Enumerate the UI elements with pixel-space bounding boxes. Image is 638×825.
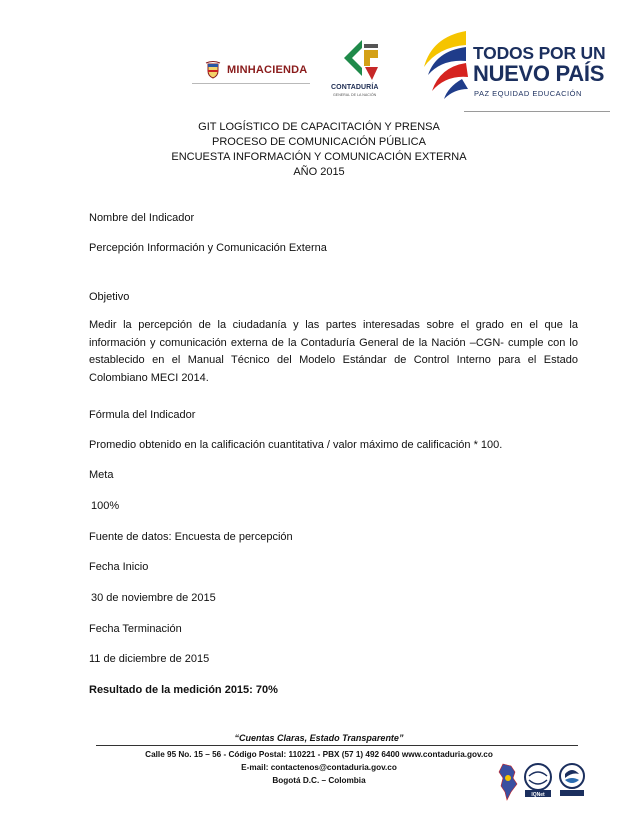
goal-value: 100% [91,500,120,512]
formula-text: Promedio obtenido en la calificación cuantitativa / valor máximo de calificación * 100. [89,439,503,451]
icontec-certification-icon [557,762,587,798]
formula-label: Fórmula del Indicador [89,409,196,421]
start-date-value: 30 de noviembre de 2015 [91,592,216,604]
indicator-label: Nombre del Indicador [89,212,195,224]
minhacienda-logo [205,60,307,80]
iqnet-label: IQNet [531,792,545,798]
todos-por-un-nuevo-pais-swoosh-icon [418,27,470,101]
contaduria-text: CONTADURÍA [331,84,379,91]
iqnet-certification-icon [523,762,553,798]
data-source: Fuente de datos: Encuesta de percepción [89,531,293,543]
minhacienda-underline [192,83,310,84]
title-line-4: AÑO 2015 [293,166,345,178]
goal-label: Meta [89,469,114,481]
title-line-3: ENCUESTA INFORMACIÓN Y COMUNICACIÓN EXTERNA [171,151,467,163]
title-line-2: PROCESO DE COMUNICACIÓN PÚBLICA [212,136,426,148]
footer-address: Calle 95 No. 15 – 56 - Código Postal: 110221 - PBX (57 1) 492 6400 www.contaduria.gov.co [145,750,493,759]
footer-email: E-mail: contactenos@contaduria.gov.co [241,763,397,772]
indicator-value: Percepción Información y Comunicación Externa [89,242,327,254]
coat-of-arms-icon [205,61,221,79]
footer-rule [96,745,578,746]
end-date-value: 11 de diciembre de 2015 [89,653,210,665]
colombia-map-icon [497,762,519,802]
footer-slogan: “Cuentas Claras, Estado Transparente” [234,733,404,743]
objective-label: Objetivo [89,291,130,303]
minhacienda-text: MINHACIENDA [227,64,308,76]
start-date-label: Fecha Inicio [89,561,149,573]
contaduria-subtext: GENERAL DE LA NACIÓN [333,93,377,97]
campaign-title-line2: NUEVO PAÍS [473,61,605,86]
footer-city: Bogotá D.C. – Colombia [272,776,366,785]
title-line-1: GIT LOGÍSTICO DE CAPACITACIÓN Y PRENSA [198,121,440,133]
measurement-result: Resultado de la medición 2015: 70% [89,684,278,696]
campaign-tagline: PAZ EQUIDAD EDUCACIÓN [474,89,582,98]
header-rule [464,111,610,112]
objective-text: Medir la percepción de la ciudadanía y las partes interesadas sobre el grado en el que la información y comunicación externa de la Contaduría General de la Nación –CGN- cumple con lo establecido en el Manual Técnico del Modelo Estándar de Control Interno para el Estado Colombiano MECI 2014. [89,319,578,384]
end-date-label: Fecha Terminación [89,623,182,635]
campaign-title-line1: TODOS POR UN [473,43,606,63]
